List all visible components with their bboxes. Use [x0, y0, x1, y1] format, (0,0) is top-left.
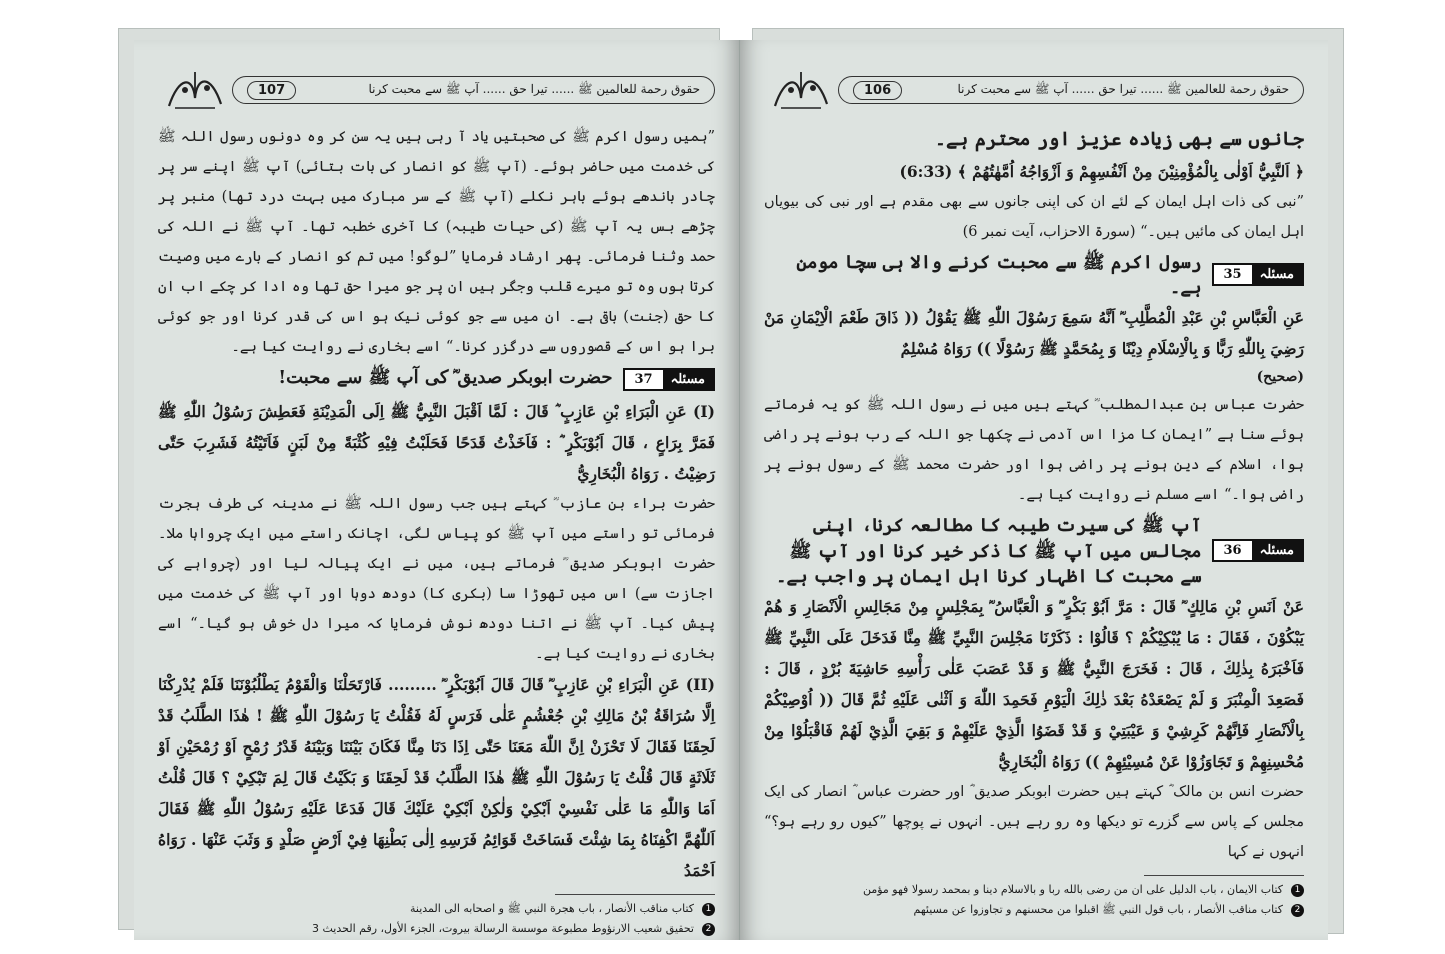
masala-number: 36 [1214, 541, 1252, 560]
masala-title: آپ ﷺ کی سیرت طیبہ کا مطالعہ کرنا، اپنی مجالس میں آپ ﷺ کا ذکر خیر کرنا اور آپ ﷺ سے محبت کا اظہار کرنا اہل ایمان پر واجب ہے۔ [775, 515, 1202, 587]
footnote-text: كتاب مناقب الأنصار ، باب قول النبي ﷺ اقبلوا من محسنهم و تجاوزوا عن مسيئهم [913, 903, 1283, 916]
masala-heading-36 [764, 514, 1304, 587]
footnote-text: كتاب الايمان ، باب الدليل على ان من رضى بالله ربا و بالاسلام دينا و بمحمد رسولا فهو مؤمن [862, 883, 1283, 896]
masala-title: حضرت ابوبکر صدیق ؓ کی آپ ﷺ سے محبت! [278, 367, 613, 388]
masala-box [1212, 539, 1305, 562]
footnote-marker-icon: 2 [1291, 904, 1304, 917]
header-title: حقوق رحمة للعالمین ﷺ ...... تیرا حق ...... آپ ﷺ سے محبت کرنا [368, 81, 700, 96]
footnote-text: كتاب مناقب الأنصار ، باب هجرة النبي ﷺ و اصحابه الى المدينة [409, 902, 694, 915]
footnote-divider [1144, 875, 1304, 876]
masala-heading-37 [158, 366, 715, 392]
hadith-arabic-36: عَنْ اَنَسِ بْنِ مَالِكٍ ؓ قَالَ : مَرَّ اَبُوْ بَكْرٍ ؓ وَ الْعَبَّاسُ ؓ بِمَجْلِسٍ مِنْ مَجَالِسِ الْاَنْصَارِ وَ هُمْ يَبْكُوْنَ ، فَقَالَ : مَا يُبْكِيْكُمْ ؟ قَالُوْا : ذَكَرْنَا مَجْلِسَ النَّبِيِّ ﷺ مِنَّا فَدَخَلَ عَلَى النَّبِيِّ ﷺ فَاَخْبَرَهُ بِذٰلِكَ ، قَالَ : فَخَرَجَ النَّبِيُّ ﷺ وَ قَدْ عَصَبَ عَلٰى رَأْسِهِ حَاشِيَةَ بُرْدٍ ، قَالَ : فَصَعِدَ الْمِنْبَرَ وَ لَمْ يَصْعَدْهُ بَعْدَ ذٰلِكَ الْيَوْمِ فَحَمِدَ اللّٰهَ وَ اَثْنٰى عَلَيْهِ ثُمَّ قَالَ (( اُوْصِيْكُمْ بِالْاَنْصَارِ فَاِنَّهُمْ كَرِشِيْ وَ عَيْبَتِيْ وَ قَدْ قَضَوُا الَّذِيْ عَلَيْهِمْ وَ بَقِيَ الَّذِيْ لَهُمْ فَاقْبَلُوْا مِنْ مُحْسِنِهِمْ وَ تَجَاوَزُوْا عَنْ مُسِيْئِهِمْ )) رَوَاهُ الْبُخَارِيُّ [764, 597, 1304, 771]
header-frame [232, 76, 715, 104]
footnote-1 [764, 880, 1304, 900]
page-number: 106 [853, 81, 902, 100]
header-frame [838, 76, 1304, 104]
footnote-marker-icon: 1 [702, 903, 715, 916]
hadith-arabic-1: (I) عَنِ الْبَرَاءِ بْنِ عَازِبٍ ؓ قَالَ : لَمَّا اَقْبَلَ النَّبِيُّ ﷺ اِلَى الْمَدِيْنَةِ فَعَطِشَ رَسُوْلُ اللّٰهِ ﷺ فَمَرَّ بِرَاعٍ ، قَالَ اَبُوْبَكْرٍ ؓ : فَاَخَذْتُ قَدَحًا فَحَلَبْتُ فِيْهِ كُثْبَةً مِنْ لَبَنٍ فَاَتَيْتُهُ فَشَرِبَ حَتّٰى رَضِيْتُ . رَوَاهُ الْبُخَارِيُّ [158, 402, 715, 483]
quran-ayah: ﴿ اَلنَّبِيُّ اَوْلٰى بِالْمُؤْمِنِيْنَ مِنْ اَنْفُسِهِمْ وَ اَزْوَاجُهُ اُمَّهٰتُهُمْ ﴾ (6:33) [899, 162, 1304, 181]
calligraphy-emblem-icon [164, 67, 226, 113]
page-107 [134, 40, 740, 940]
page-106 [740, 40, 1328, 940]
page-header [158, 70, 715, 110]
masala-label: مسئلہ [663, 370, 713, 389]
page-number: 107 [247, 81, 296, 100]
hadith-urdu-1: حضرت براء بن عازب ؓ کہتے ہیں جب رسول اللہ ﷺ نے مدینہ کی طرف ہجرت فرمائی تو راستے میں آپ ﷺ کو پیاس لگی، اچانک راستے میں ایک چرواہا ملا۔ حضرت ابوبکر صدیق ؓ فرماتے ہیں، میں نے ایک پیالہ لیا اور (چرواہے کی اجازت سے) اس میں تھوڑا سا (بکری کا) دودھ دوہا اور آپ ﷺ کی خدمت میں پیش کیا۔ آپ ﷺ نے اتنا دودھ نوش فرمایا کہ میرا دل خوش ہو گیا۔“ اسے بخاری نے روایت کیا ہے۔ [158, 496, 715, 662]
footnote-1 [158, 899, 715, 919]
masala-label: مسئلہ [1252, 265, 1302, 284]
hadith-urdu-continued: ”ہمیں رسول اکرم ﷺ کی صحبتیں یاد آ رہی ہیں یہ سن کر وہ دونوں رسول اللہ ﷺ کی خدمت میں حاضر ہوئے۔ (آپ ﷺ کو انصار کی بات بتائی) آپ ﷺ اپنے سر پر چادر باندھے ہوئے باہر نکلے (آپ ﷺ کے سر مبارک میں بہت درد تھا) منبر پر چڑھے بس یہ آپ ﷺ (کی حیات طیبہ) کا آخری خطبہ تھا۔ آپ ﷺ نے اللہ کی حمد وثنا فرمائی۔ پھر ارشاد فرمایا ”لوگو! میں تم کو انصار کے بارے میں وصیت کرتا ہوں وہ تو میرے قلب وجگر ہیں ان پر جو میرا حق تھا وہ ادا کر چکے اب ان کا حق (جنت) باقی ہے۔ ان میں سے جو کوئی نیک ہو اس کی قدر کرنا اور جو کوئی برا ہو اس کے قصوروں سے درگزر کرنا۔“ اسے بخاری نے روایت کیا ہے۔ [158, 129, 715, 355]
footnote-2 [158, 919, 715, 939]
masala-box [623, 368, 716, 391]
footnote-marker-icon: 2 [702, 923, 715, 936]
ayah-translation: ”نبی کی ذات اہل ایمان کے لئے ان کی اپنی جانوں سے بھی مقدم ہے اور نبی کی بیویاں اہل ایمان کی مائیں ہیں۔“ (سورۃ الاحزاب، آیت نمبر 6) [764, 194, 1304, 240]
masala-title: رسول اکرم ﷺ سے محبت کرنے والا ہی سچا مومن ہے۔ [796, 252, 1202, 298]
masala-heading-35 [764, 251, 1304, 298]
page-header [764, 70, 1304, 110]
masala-box [1212, 263, 1305, 286]
masala-number: 35 [1214, 265, 1252, 284]
hadith-grade: (صحیح) [1256, 369, 1304, 385]
footnote-2 [764, 900, 1304, 920]
footnote-text: تحقيق شعيب الارنؤوط مطبوعة موسسة الرسالة بيروت، الجزء الأول، رقم الحديث 3 [311, 922, 694, 935]
calligraphy-emblem-icon [770, 67, 832, 113]
footnote-divider [555, 894, 715, 895]
hadith-urdu-36: حضرت انس بن مالک ؓ کہتے ہیں حضرت ابوبکر صدیق ؓ اور حضرت عباس ؓ انصار کی ایک مجلس کے پاس سے گزرے تو دیکھا وہ رو رہے ہیں۔ انہوں نے پوچھا ”کیوں رو رہے ہو؟“ انہوں نے کہا [764, 784, 1304, 860]
hadith-arabic-35: عَنِ الْعَبَّاسِ بْنِ عَبْدِ الْمُطَّلِبِ ؓ اَنَّهُ سَمِعَ رَسُوْلَ اللّٰهِ ﷺ يَقُوْلُ (( ذَاقَ طَعْمَ الْاِيْمَانِ مَنْ رَضِيَ بِاللّٰهِ رَبًّا وَ بِالْاِسْلَامِ دِيْنًا وَ بِمُحَمَّدٍ ﷺ رَسُوْلًا )) رَوَاهُ مُسْلِمٌ [764, 308, 1304, 358]
open-book [112, 18, 1342, 938]
header-title: حقوق رحمة للعالمین ﷺ ...... تیرا حق ...... آپ ﷺ سے محبت کرنا [957, 81, 1289, 96]
hadith-arabic-2: (II) عَنِ الْبَرَاءِ بْنِ عَازِبٍ ؓ قَالَ قَالَ اَبُوْبَكْرٍ ؓ ......... فَارْتَحَلْنَا وَالْقَوْمُ يَطْلُبُوْنَنَا فَلَمْ يُدْرِكْنَا اِلَّا سُرَاقَةُ بْنُ مَالِكِ بْنِ جُعْشُمٍ عَلٰى فَرَسٍ لَهُ فَقُلْتُ يَا رَسُوْلَ اللّٰهِ ﷺ ! هٰذَا الطَّلَبُ قَدْ لَحِقَنَا فَقَالَ لَا تَحْزَنْ اِنَّ اللّٰهَ مَعَنَا حَتّٰى اِذَا دَنَا مِنَّا فَكَانَ بَيْنَنَا وَبَيْنَهُ قَدْرُ رُمْحٍ اَوْ رُمْحَيْنِ اَوْ ثَلَاثَةٍ قَالَ قُلْتُ يَا رَسُوْلَ اللّٰهِ ﷺ هٰذَا الطَّلَبُ قَدْ لَحِقَنَا وَ بَكَيْتُ قَالَ لِمَ تَبْكِيْ ؟ قَالَ قُلْتُ اَمَا وَاللّٰهِ مَا عَلٰى نَفْسِيْ اَبْكِيْ وَلٰكِنْ اَبْكِيْ عَلَيْكَ قَالَ فَدَعَا عَلَيْهِ رَسُوْلُ اللّٰهِ ﷺ فَقَالَ اَللّٰهُمَّ اكْفِنَاهُ بِمَا شِئْتَ فَسَاخَتْ قَوَائِمُ فَرَسِهِ اِلٰى بَطْنِهَا فِيْ اَرْضٍ صَلْدٍ وَ وَثَبَ عَنْهَا . رَوَاهُ اَحْمَدُ [158, 675, 715, 880]
hadith-urdu-35: حضرت عباس بن عبدالمطلب ؓ کہتے ہیں میں نے رسول اللہ ﷺ کو یہ فرماتے ہوئے سنا ہے ”ایمان کا مزا اس آدمی نے چکھا جو اللہ کے رب ہونے پر راضی ہوا، اسلام کے دین ہونے پر راضی ہوا اور حضرت محمد ﷺ کے رسول ہونے پر راضی ہوا۔“ اسے مسلم نے روایت کیا ہے۔ [764, 397, 1304, 503]
masala-number: 37 [625, 370, 663, 389]
masala-label: مسئلہ [1252, 541, 1302, 560]
footnote-marker-icon: 1 [1291, 884, 1304, 897]
lead-line: جانوں سے بھی زیادہ عزیز اور محترم ہے۔ [934, 128, 1304, 150]
